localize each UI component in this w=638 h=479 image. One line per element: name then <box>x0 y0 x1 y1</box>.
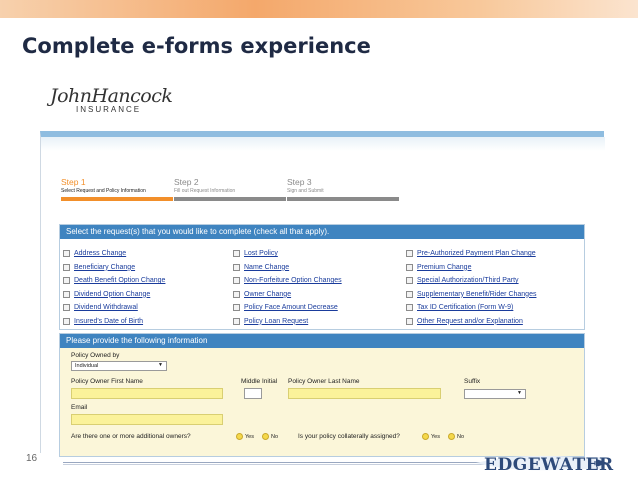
request-link[interactable]: Owner Change <box>244 290 292 298</box>
request-option[interactable] <box>406 274 536 288</box>
request-option[interactable] <box>406 288 536 302</box>
logo-wordmark: JohnHancock <box>50 85 173 107</box>
request-link[interactable]: Dividend Withdrawal <box>74 304 138 312</box>
additional-owners-no-radio[interactable] <box>262 433 269 440</box>
frame-header-stripe <box>41 137 605 151</box>
checkbox[interactable] <box>63 318 70 325</box>
checkbox[interactable] <box>63 264 70 271</box>
collateral-question: Is your policy collaterally assigned? <box>298 433 400 440</box>
checkbox[interactable] <box>233 250 240 257</box>
email-label: Email <box>71 404 88 411</box>
yes-label: Yes <box>245 434 254 440</box>
policy-owned-by-select[interactable] <box>71 361 167 371</box>
step-title: Step 1 <box>61 177 86 187</box>
first-name-label: Policy Owner First Name <box>71 378 143 385</box>
form-screenshot <box>40 131 604 453</box>
step-description: Select Request and Policy Information <box>61 188 146 194</box>
edgewater-logo <box>474 451 614 475</box>
checkbox[interactable] <box>406 304 413 311</box>
checkbox[interactable] <box>406 318 413 325</box>
logo-subtitle: INSURANCE <box>76 105 142 114</box>
edgewater-wordmark: EDGEWATER <box>484 455 614 475</box>
request-link[interactable]: Special Authorization/Third Party <box>417 277 519 285</box>
checkbox[interactable] <box>406 277 413 284</box>
step-progress-bar <box>61 197 173 201</box>
step-title: Step 2 <box>174 177 199 187</box>
step-title: Step 3 <box>287 177 312 187</box>
middle-initial-label: Middle Initial <box>241 378 278 385</box>
policy-info-panel <box>59 333 585 457</box>
first-name-field[interactable] <box>71 388 223 399</box>
request-column-2 <box>233 247 342 328</box>
checkbox[interactable] <box>406 264 413 271</box>
request-option[interactable] <box>233 274 342 288</box>
step-1[interactable] <box>61 177 173 201</box>
checkbox[interactable] <box>406 291 413 298</box>
step-progress-bar <box>174 197 286 201</box>
info-panel-header: Please provide the following information <box>60 334 584 348</box>
footer-divider-secondary <box>63 464 533 465</box>
last-name-label: Policy Owner Last Name <box>288 378 360 385</box>
request-option[interactable] <box>63 261 165 275</box>
page-number: 16 <box>26 453 38 464</box>
no-label: No <box>271 434 279 440</box>
yes-label: Yes <box>431 434 440 440</box>
suffix-label: Suffix <box>464 378 481 385</box>
checkbox[interactable] <box>63 250 70 257</box>
request-link[interactable]: Pre-Authorized Payment Plan Change <box>417 250 536 258</box>
no-label: No <box>457 434 465 440</box>
additional-owners-question: Are there one or more additional owners? <box>71 433 191 440</box>
collateral-no-radio[interactable] <box>448 433 455 440</box>
request-option[interactable] <box>233 288 342 302</box>
checkbox[interactable] <box>63 304 70 311</box>
step-description: Fill out Request Information <box>174 188 236 194</box>
request-option[interactable] <box>406 301 536 315</box>
last-name-field[interactable] <box>288 388 441 399</box>
additional-owners-yes-radio[interactable] <box>236 433 243 440</box>
request-column-1 <box>63 247 165 328</box>
request-link[interactable]: Death Benefit Option Change <box>74 277 166 285</box>
john-hancock-logo <box>50 85 173 127</box>
request-option[interactable] <box>233 261 342 275</box>
step-3[interactable] <box>287 177 399 201</box>
top-accent-bar <box>0 0 638 18</box>
request-link[interactable]: Non-Forfeiture Option Changes <box>244 277 342 285</box>
checkbox[interactable] <box>233 264 240 271</box>
policy-owned-by-value: Individual <box>75 363 99 369</box>
request-link[interactable]: Beneficiary Change <box>74 263 136 271</box>
suffix-select[interactable] <box>464 389 526 399</box>
request-option[interactable] <box>406 261 536 275</box>
step-description: Sign and Submit <box>287 188 324 194</box>
dropdown-arrow-icon: ▼ <box>158 362 163 368</box>
request-option[interactable] <box>63 315 165 329</box>
request-link[interactable]: Premium Change <box>417 263 472 271</box>
checkbox[interactable] <box>63 291 70 298</box>
request-option[interactable] <box>233 247 342 261</box>
request-link[interactable]: Other Request and/or Explanation <box>417 317 523 325</box>
request-link[interactable]: Supplementary Benefit/Rider Changes <box>417 290 537 298</box>
request-selection-panel <box>59 224 585 330</box>
request-panel-header: Select the request(s) that you would like to complete (check all that apply). <box>60 225 584 239</box>
email-field[interactable] <box>71 414 223 425</box>
request-option[interactable] <box>63 247 165 261</box>
request-option[interactable] <box>63 274 165 288</box>
footer-divider <box>63 462 533 463</box>
dropdown-arrow-icon: ▼ <box>517 390 522 396</box>
request-option[interactable] <box>63 288 165 302</box>
step-progress-bar <box>287 197 399 201</box>
request-link[interactable]: Insured's Date of Birth <box>74 317 144 325</box>
checkbox[interactable] <box>233 277 240 284</box>
checkbox[interactable] <box>406 250 413 257</box>
request-option[interactable] <box>406 247 536 261</box>
checkbox[interactable] <box>233 304 240 311</box>
request-link[interactable]: Policy Face Amount Decrease <box>244 304 338 312</box>
step-2[interactable] <box>174 177 286 201</box>
request-option[interactable] <box>63 301 165 315</box>
checkbox[interactable] <box>233 318 240 325</box>
middle-initial-field[interactable] <box>244 388 262 399</box>
policy-owned-by-label: Policy Owned by <box>71 352 120 359</box>
checkbox[interactable] <box>233 291 240 298</box>
request-option[interactable] <box>233 315 342 329</box>
request-link[interactable]: Dividend Option Change <box>74 290 151 298</box>
request-link[interactable]: Name Change <box>244 263 290 271</box>
slide-title: Complete e-forms experience <box>22 34 371 58</box>
request-link[interactable]: Address Change <box>74 250 127 258</box>
request-link[interactable]: Policy Loan Request <box>244 317 309 325</box>
request-column-3 <box>406 247 536 328</box>
checkbox[interactable] <box>63 277 70 284</box>
request-option[interactable] <box>233 301 342 315</box>
request-link[interactable]: Tax ID Certification (Form W-9) <box>417 304 514 312</box>
request-link[interactable]: Lost Policy <box>244 250 278 258</box>
request-option[interactable] <box>406 315 536 329</box>
collateral-yes-radio[interactable] <box>422 433 429 440</box>
